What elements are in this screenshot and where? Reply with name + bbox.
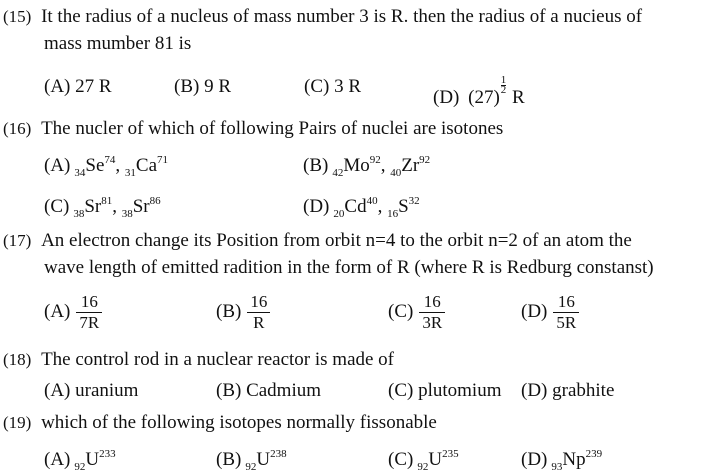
q18-option-c[interactable]: (C) plutomium [388,380,502,401]
q19-number: (19) [3,413,32,432]
q15-option-d-tail: R [512,87,525,108]
q19-option-b[interactable]: (B) $_{92}U^{238}$ [216,448,287,473]
q15-option-a[interactable]: (A) 27 R [44,76,112,97]
q19-line1 [0,412,437,434]
q18-option-a[interactable]: (A) uranium [44,380,139,401]
q18-option-d[interactable]: (D) grabhite [521,380,615,401]
q17-option-a[interactable]: (A) $\frac{16}{7R}$ [44,292,102,333]
q17-option-a-fraction: $\frac{16}{7R}$ [76,292,102,333]
q15-text-line1: It the radius of a nucleus of mass number 3 is R. then the radius of a nucieus of [41,6,643,27]
q17-number: (17) [3,231,32,250]
q19-option-c[interactable]: (C) $_{92}U^{235}$ [388,448,459,473]
q17-text-line2: wave length of emitted radition in the form of R (where R is Redburg constanst) [44,257,654,278]
q15-option-d[interactable] [433,76,525,109]
q16-line1 [0,118,503,140]
q16-number: (16) [3,119,32,138]
q16-option-c[interactable]: (C) $_{38}Sr^{81}$, $_{38}Sr^{86}$ [44,195,161,220]
q15-option-d-base: (27) [468,87,500,108]
q15-option-d-exponent: $\frac{1}{2}$ [500,74,507,96]
q15-text-line2: mass mumber 81 is [44,33,192,54]
q19-text: which of the following isotopes normally fissonable [41,412,437,433]
q15-option-d-label: (D) [433,87,460,108]
q15-option-c[interactable]: (C) 3 R [304,76,361,97]
q19-option-d[interactable]: (D) $_{93}Np^{239}$ [521,448,603,473]
q18-text: The control rod in a nuclear reactor is made of [41,349,395,370]
q18-number: (18) [3,350,32,369]
q17-option-c-fraction: $\frac{16}{3R}$ [419,292,445,333]
q16-option-d[interactable]: (D) $_{20}Cd^{40}$, $_{16}S^{32}$ [303,195,420,220]
q18-option-b[interactable]: (B) Cadmium [216,380,322,401]
q17-option-b[interactable]: (B) $\frac{16}{R}$ [216,292,270,333]
q17-line1 [0,230,632,252]
q17-text-line1: An electron change its Position from orbit n=4 to the orbit n=2 of an atom the [41,230,632,251]
q19-option-a[interactable]: (A) $_{92}U^{233}$ [44,448,116,473]
q17-option-d-fraction: $\frac{16}{5R}$ [553,292,579,333]
q17-option-d[interactable]: (D) $\frac{16}{5R}$ [521,292,579,333]
q15-number: (15) [3,7,32,26]
q17-option-c[interactable]: (C) $\frac{16}{3R}$ [388,292,445,333]
q16-option-b[interactable]: (B) $_{42}Mo^{92}$, $_{40}Zr^{92}$ [303,154,431,179]
q15-option-b[interactable]: (B) 9 R [174,76,231,97]
q18-line1 [0,349,394,371]
q16-option-a[interactable]: (A) $_{34}Se^{74}$, $_{31}Ca^{71}$ [44,154,168,179]
q16-text: The nucler of which of following Pairs of nuclei are isotones [41,118,504,139]
q15-line1 [0,6,642,28]
q17-option-b-fraction: $\frac{16}{R}$ [247,292,270,333]
